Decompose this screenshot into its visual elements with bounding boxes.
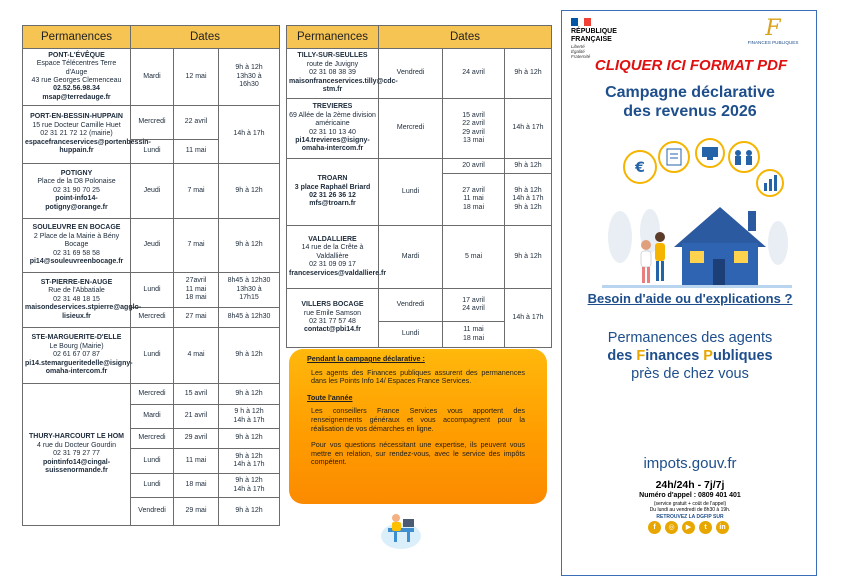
family-bubble-icon	[729, 142, 759, 172]
location-cell: TILLY-SUR-SEULLES route de Juvigny 02 31 08 38 39 maisonfranceservices.tilly@cdc-stm.fr	[287, 49, 379, 99]
time-cell: 9h à 12h	[219, 219, 280, 273]
date-cell: 29 mai	[174, 498, 219, 526]
day-cell: Mercredi	[379, 99, 443, 159]
info-box	[289, 349, 547, 504]
col-header-dates: Dates	[379, 26, 552, 49]
chart-bubble-icon	[757, 170, 783, 196]
day-cell: Lundi	[131, 273, 174, 308]
youtube-icon[interactable]: ▶	[682, 521, 695, 534]
day-cell: Lundi	[131, 140, 174, 164]
day-cell: Mardi	[131, 49, 174, 106]
time-cell: 9h à 12h 13h30 à 16h30	[219, 49, 280, 106]
finances-publiques-logo: F FINANCES PUBLIQUES	[747, 16, 799, 45]
opening-hours: 24h/24h - 7j/7j	[655, 479, 725, 491]
twitter-icon[interactable]: t	[699, 521, 712, 534]
time-cell: 8h45 à 12h30	[219, 308, 280, 328]
time-cell: 9h à 12h	[219, 328, 280, 384]
call-cost-note: (service gratuit + coût de l'appel) Du lundi au vendredi de 8h30 à 19h.	[649, 501, 731, 513]
time-cell: 9h à 12h	[505, 159, 552, 174]
location-cell: TREVIERES 69 Allée de la 2ème division américaine 02 31 10 13 40 pi14.trevieres@isigny-omaha-intercom.fr	[287, 99, 379, 159]
day-cell: Mardi	[379, 226, 443, 289]
date-cell: 11 mai	[174, 140, 219, 164]
svg-text:€: €	[635, 160, 645, 176]
date-cell: 27 avril 11 mai 18 mai	[443, 174, 505, 226]
date-cell: 24 avril	[443, 49, 505, 99]
time-cell: 9h à 12h 14h à 17h	[219, 474, 280, 498]
col-header-permanences: Permanences	[23, 26, 131, 49]
col-header-permanences: Permanences	[287, 26, 379, 49]
campaign-title: Campagne déclarative des revenus 2026	[605, 84, 775, 120]
date-cell: 21 avril	[174, 405, 219, 429]
day-cell: Mercredi	[131, 106, 174, 140]
location-cell: SOULEUVRE EN BOCAGE 2 Place de la Mairie à Bény Bocage 02 31 69 58 58 pi14@souleuvreenbocage.fr	[23, 219, 131, 273]
location-cell: PORT-EN-BESSIN-HUPPAIN 15 rue Docteur Camille Huet 02 31 21 72 12 (mairie) espacefranceservices@portenbessin-huppain.fr	[23, 106, 131, 164]
date-cell: 11 mai	[174, 449, 219, 474]
house-family-illustration	[602, 139, 792, 291]
day-cell: Jeudi	[131, 164, 174, 219]
republique-francaise-logo: RÉPUBLIQUE FRANÇAISE Liberté Égalité Fraternité	[571, 18, 641, 59]
time-cell: 9h à 12h	[505, 49, 552, 99]
day-cell: Mercredi	[131, 308, 174, 328]
day-cell: Lundi	[131, 328, 174, 384]
left-permanences-table	[22, 25, 280, 526]
location-cell: VILLERS BOCAGE rue Emile Samson 02 31 77 57 48 contact@pbi14.fr	[287, 289, 379, 348]
date-cell: 27 mai	[174, 308, 219, 328]
col-header-dates: Dates	[131, 26, 280, 49]
french-flag-icon	[571, 18, 591, 26]
date-cell: 5 mai	[443, 226, 505, 289]
time-cell: 14h à 17h	[505, 289, 552, 348]
pdf-download-link[interactable]: CLIQUER ICI FORMAT PDF	[594, 57, 788, 74]
facebook-icon[interactable]: f	[648, 521, 661, 534]
time-cell: 14h à 17h	[505, 99, 552, 159]
date-cell: 27avril 11 mai 18 mai	[174, 273, 219, 308]
date-cell: 11 mai 18 mai	[443, 322, 505, 348]
follow-dgfip-label: RETROUVEZ LA DGFIP SUR	[656, 514, 724, 520]
day-cell: Lundi	[379, 159, 443, 226]
time-cell: 8h45 à 12h30 13h30 à 17h15	[219, 273, 280, 308]
date-cell: 12 mai	[174, 49, 219, 106]
location-cell: PONT-L'ÉVÊQUE Espace Télécentres Terre d'Auge 43 rue Georges Clemenceau 02.52.56.98.34 msap@terredauge.fr	[23, 49, 131, 106]
computer-bubble-icon	[696, 139, 724, 167]
cover-panel	[561, 10, 817, 576]
person-desk-illustration	[378, 506, 424, 552]
date-cell: 7 mai	[174, 219, 219, 273]
date-cell: 22 avril	[174, 106, 219, 140]
speech-bubble-icon	[624, 151, 656, 183]
right-permanences-table	[286, 25, 552, 348]
time-cell: 9h à 12h	[219, 498, 280, 526]
phone-number: Numéro d'appel : 0809 401 401	[639, 492, 741, 499]
info-text-year: Les conseillers France Services vous apportent des renseignements généraux et vous accompagnent pour la réalisation de vos démarches en ligne.	[311, 406, 525, 433]
location-cell: ST-PIERRE-EN-AUGE Rue de l'Abbatiale 02 31 48 18 15 maisondeservices.stpierre@agglo-lisieux.fr	[23, 273, 131, 328]
info-text-expertise: Pour vos questions nécessitant une expertise, ils peuvent vous mettre en relation, sur rendez-vous, avec le service des impôts compétent.	[311, 440, 525, 467]
date-cell: 15 avril 22 avril 29 avril 13 mai	[443, 99, 505, 159]
permanences-subtitle: Permanences des agents des Finances Publiques près de chez vous	[607, 330, 773, 382]
info-text-campaign: Les agents des Finances publiques assurent des permanences dans les Points Info 14/ Espaces France Services.	[311, 367, 525, 386]
instagram-icon[interactable]: ◎	[665, 521, 678, 534]
day-cell: Mercredi	[131, 384, 174, 405]
date-cell: 17 avril 24 avril	[443, 289, 505, 322]
date-cell: 20 avril	[443, 159, 505, 174]
location-cell: STE-MARGUERITE-D'ELLE Le Bourg (Mairie) 02 61 67 07 87 pi14.stemargueritedelle@isigny-omaha-intercom.fr	[23, 328, 131, 384]
day-cell: Vendredi	[131, 498, 174, 526]
time-cell: 9 h à 12h 14h à 17h	[219, 405, 280, 429]
day-cell: Vendredi	[379, 289, 443, 322]
info-heading-campaign: Pendant la campagne déclarative :	[307, 354, 425, 363]
location-cell: TROARN 3 place Raphaël Briard 02 31 26 36 12 mfs@troarn.fr	[287, 159, 379, 226]
date-cell: 15 avril	[174, 384, 219, 405]
time-cell: 9h à 12h 14h à 17h 9h à 12h	[505, 174, 552, 226]
date-cell: 18 mai	[174, 474, 219, 498]
date-cell: 7 mai	[174, 164, 219, 219]
help-question: Besoin d'aide ou d'explications ?	[587, 291, 793, 306]
day-cell: Mardi	[131, 405, 174, 429]
date-cell: 29 avril	[174, 429, 219, 449]
time-cell: 9h à 12h	[219, 429, 280, 449]
info-heading-year: Toute l'année	[307, 392, 353, 402]
day-cell: Mercredi	[131, 429, 174, 449]
time-cell: 9h à 12h 14h à 17h	[219, 449, 280, 474]
house-icon	[674, 207, 766, 285]
linkedin-icon[interactable]: in	[716, 521, 729, 534]
date-cell: 4 mai	[174, 328, 219, 384]
day-cell: Lundi	[379, 322, 443, 348]
location-cell: VALDALLIERE 14 rue de la Crête à Valdallière 02 31 09 09 17 franceservices@valdalliere.fr	[287, 226, 379, 289]
location-cell: THURY-HARCOURT LE HOM 4 rue du Docteur Gourdin 02 31 79 27 77 pointinfo14@cingal-suissenormande.fr	[23, 384, 131, 526]
document-bubble-icon	[659, 142, 689, 172]
day-cell: Lundi	[131, 449, 174, 474]
location-cell: POTIGNY Place de la D8 Polonaise 02 31 90 70 25 point-info14-potigny@orange.fr	[23, 164, 131, 219]
time-cell: 9h à 12h	[219, 164, 280, 219]
day-cell: Lundi	[131, 474, 174, 498]
time-cell: 9h à 12h	[505, 226, 552, 289]
time-cell: 9h à 12h	[219, 384, 280, 405]
time-cell: 14h à 17h	[219, 106, 280, 164]
day-cell: Vendredi	[379, 49, 443, 99]
impots-website-link[interactable]: impots.gouv.fr	[643, 455, 737, 472]
day-cell: Jeudi	[131, 219, 174, 273]
social-links	[648, 521, 729, 534]
